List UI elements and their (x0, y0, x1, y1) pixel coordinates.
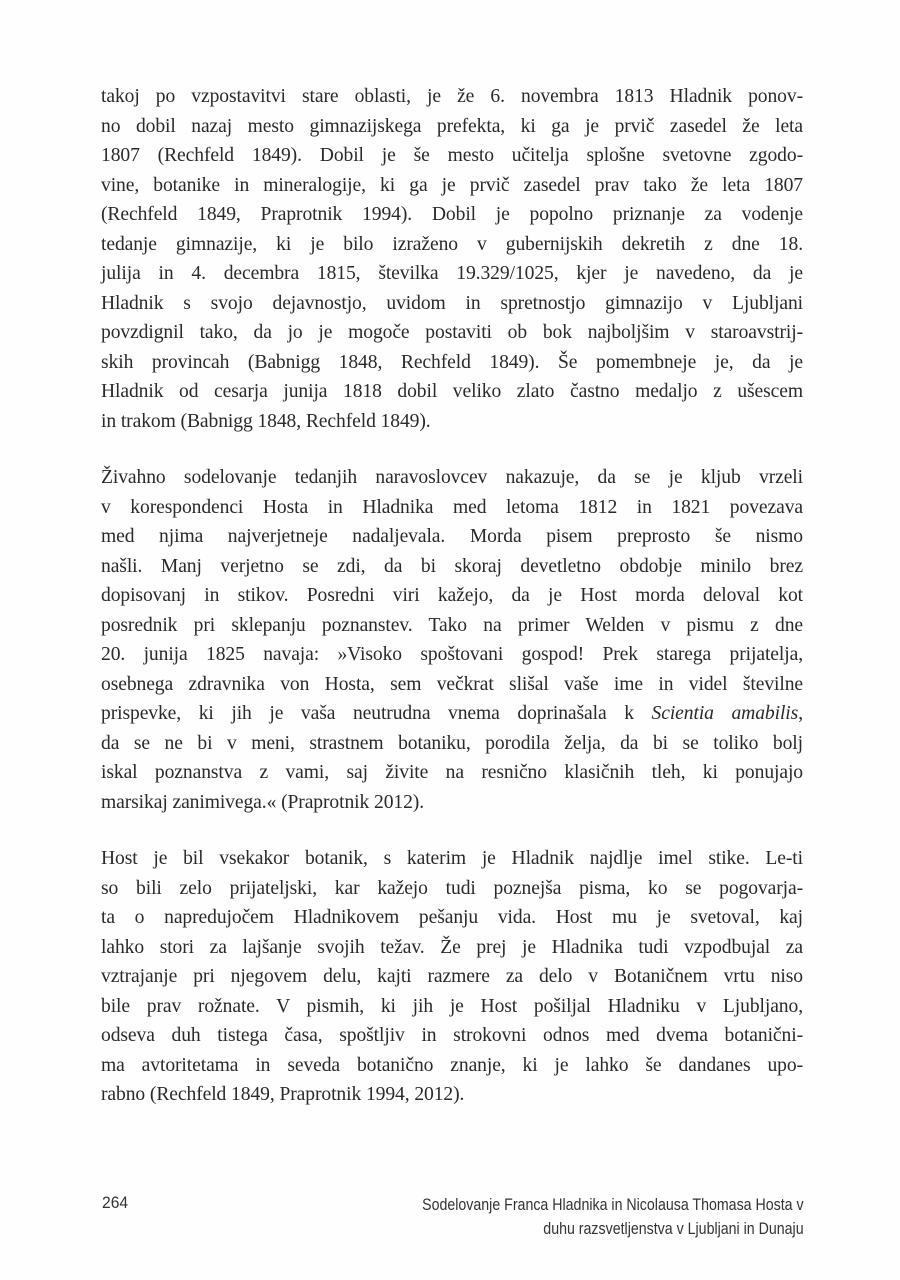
text-line: ta o napredujočem Hladnikovem pešanju vida. Host mu je svetoval, kaj (101, 907, 803, 928)
text-line: ma avtoritetama in seveda botanično znanje, ki je lahko še dandanes upo- (101, 1054, 803, 1076)
text-line: bile prav rožnate. V pismih, ki jih je Host pošiljal Hladniku v Ljubljano, (101, 995, 803, 1017)
page-number: 264 (102, 1193, 129, 1212)
text-line: našli. Manj verjetno se zdi, da bi skoraj devetletno obdobje minilo brez (101, 555, 803, 577)
text-line: Hladnik od cesarja junija 1818 dobil veliko zlato častno medaljo z ušescem (101, 381, 803, 402)
text-line: lahko stori za lajšanje svojih težav. Že prej je Hladnika tudi vzpodbujal za (101, 936, 803, 958)
text-line: rabno (Rechfeld 1849, Praprotnik 1994, 2012). (101, 1084, 465, 1105)
text-line: 20. junija 1825 navaja: »Visoko spoštovani gospod! Prek starega prijatelja, (101, 644, 803, 665)
text-line: 1807 (Rechfeld 1849). Dobil je še mesto učitelja splošne svetovne zgodo- (101, 145, 803, 166)
text-segment: prispevke, ki jih je vaša neutrudna vnema doprinašala k (101, 703, 652, 724)
text-line: vine, botanike in mineralogije, ki ga je prvič zasedel prav tako že leta 1807 (101, 174, 803, 196)
text-line: (Rechfeld 1849, Praprotnik 1994). Dobil je popolno priznanje za vodenje (101, 204, 803, 225)
italic-term: Scientia amabilis (651, 703, 799, 724)
footer-title-line: Sodelovanje Franca Hladnika in Nicolausa Thomasa Hosta v (422, 1196, 804, 1214)
text-line: v korespondenci Hosta in Hladnika med letoma 1812 in 1821 povezava (101, 496, 803, 518)
running-footer-title (422, 1193, 804, 1241)
text-line: no dobil nazaj mesto gimnazijskega prefekta, ki ga je prvič zasedel že leta (101, 115, 803, 137)
text-line: Hladnik s svojo dejavnostjo, uvidom in spretnostjo gimnazijo v Ljubljani (101, 292, 803, 314)
body-text (101, 82, 803, 1137)
text-line: da se ne bi v meni, strastnem botaniku, porodila želja, da bi se toliko bolj (101, 732, 803, 754)
text-line: med njima najverjetneje nadaljevala. Morda pisem preprosto še nismo (101, 526, 803, 547)
footer-title-line: duhu razsvetljenstva v Ljubljani in Dunaju (543, 1220, 804, 1238)
text-line: in trakom (Babnigg 1848, Rechfeld 1849). (101, 410, 431, 432)
text-line: dopisovanj in stikov. Posredni viri kažejo, da je Host morda deloval kot (101, 585, 803, 606)
text-line: marsikaj zanimivega.« (Praprotnik 2012). (101, 791, 425, 813)
text-line: osebnega zdravnika von Hosta, sem večkrat slišal vaše ime in videl številne (101, 673, 803, 695)
text-line: povzdignil tako, da jo je mogoče postaviti ob bok najboljšim v staroavstrij- (101, 322, 803, 343)
text-line: Host je bil vsekakor botanik, s katerim je Hladnik najdlje imel stike. Le-ti (101, 848, 803, 869)
text-line: so bili zelo prijateljski, kar kažejo tudi poznejša pisma, ko se pogovarja- (101, 877, 803, 899)
text-line: Živahno sodelovanje tedanjih naravoslovcev nakazuje, da se je kljub vrzeli (101, 467, 803, 488)
paragraph-3 (101, 844, 803, 1110)
text-line: iskal poznanstva z vami, saj živite na resnično klasičnih tleh, ki ponujajo (101, 762, 803, 783)
text-segment: , (798, 703, 803, 724)
text-line-with-italic (101, 699, 803, 729)
text-line: odseva duh tistega časa, spoštljiv in strokovni odnos med dvema botanični- (101, 1025, 803, 1046)
text-line: posrednik pri sklepanju poznanstev. Tako na primer Welden v pismu z dne (101, 614, 803, 636)
text-line: tedanje gimnazije, ki je bilo izraženo v gubernijskih dekretih z dne 18. (101, 233, 803, 255)
paragraph-2 (101, 463, 803, 817)
text-line: vztrajanje pri njegovem delu, kajti razmere za delo v Botaničnem vrtu niso (101, 966, 803, 987)
paragraph-1 (101, 82, 803, 436)
text-line: julija in 4. decembra 1815, številka 19.329/1025, kjer je navedeno, da je (101, 263, 803, 284)
text-line: takoj po vzpostavitvi stare oblasti, je že 6. novembra 1813 Hladnik ponov- (101, 86, 803, 107)
text-line: skih provincah (Babnigg 1848, Rechfeld 1849). Še pomembneje je, da je (101, 351, 803, 373)
